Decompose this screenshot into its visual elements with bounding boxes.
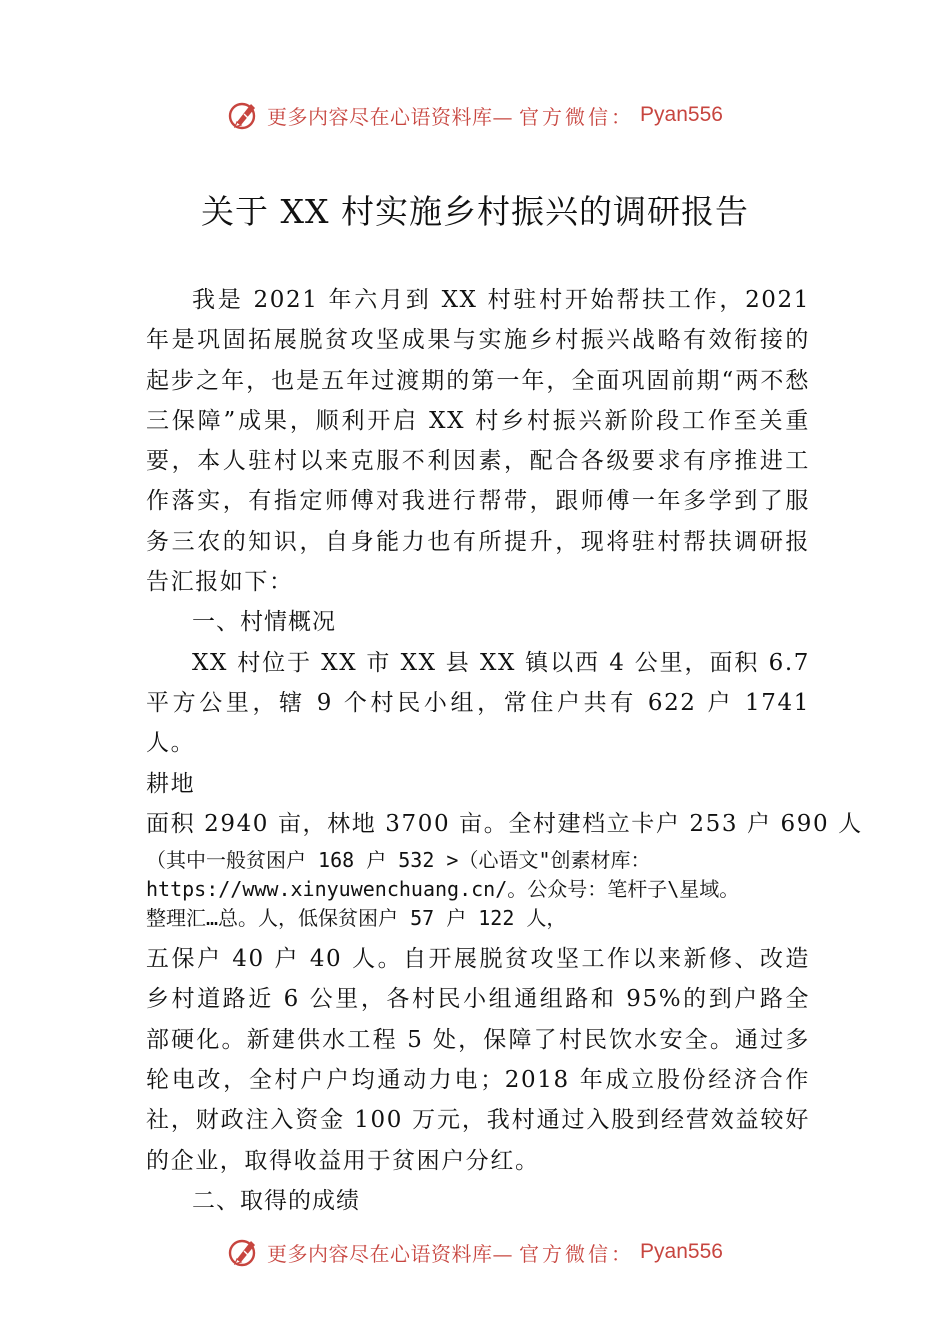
achievements-context-paragraph: 五保户 40 户 40 人。自开展脱贫攻坚工作以来新修、改造乡村道路近 6 公里，各村民小组通组路和 95%的到户路全部硬化。新建供水工程 5 处，保障了村民饮水安全。通过多轮电改，全村户户均通动力电；2018 年成立股份经济合作社，财政注入资金 100 万元，我村通过入股到经营效益较好的企业，取得收益用于贫困户分红。 [146,946,810,1174]
intro-paragraph: 我是 2021 年六月到 XX 村驻村开始帮扶工作，2021 年是巩固拓展脱贫攻坚成果与实施乡村振兴战略有效衔接的起步之年，也是五年过渡期的第一年，全面巩固前期“两不愁三保障”成果，顺利开启 XX 村乡村振兴新阶段工作至关重要，本人驻村以来克服不利因素，配合各级要求有序推进工作落实，有指定师傅对我进行帮带，跟师傅一年多学到了服务三农的知识，自身能力也有所提升，现将驻村帮扶调研报告汇报如下： [146,287,810,596]
pen-nib-logo-icon [227,1235,261,1269]
farmland-label-line: 耕地 [146,770,196,797]
wechat-label: 官方微信： [519,104,635,129]
watermark-line-1: （其中一般贫困户 168 户 532 >（心语文"创素材库： [146,848,651,873]
pen-nib-logo-icon [227,98,261,132]
watermark-line-3: 整理汇…总。人，低保贫困户 57 户 122 人， [146,906,567,931]
watermark-line-2: https://www.xinyuwenchuang.cn/。公众号：笔杆子\星域。 [146,877,740,902]
document-body [146,280,863,1221]
land-area-line: 面积 2940 亩，林地 3700 亩。全村建档立卡户 253 户 690 人 [146,810,863,837]
header-banner [0,95,950,135]
section-heading-village-overview: 一、村情概况 [192,609,336,636]
banner-text: 更多内容尽在心语资料库— [267,104,514,129]
village-overview-paragraph: XX 村位于 XX 市 XX 县 XX 镇以西 4 公里，面积 6.7 平方公里，辖 9 个村民小组，常住户共有 622 户 1741 人。 [146,649,810,757]
wechat-id: Pyan556 [640,103,723,126]
inserted-watermark-text [146,844,810,939]
wechat-id: Pyan556 [640,1240,723,1263]
section-heading-achievements: 二、取得的成绩 [192,1187,360,1214]
document-title: 关于 XX 村实施乡村振兴的调研报告 [201,192,749,231]
banner-text: 更多内容尽在心语资料库— [267,1241,514,1266]
wechat-label: 官方微信： [519,1241,635,1266]
footer-banner [0,1232,950,1272]
